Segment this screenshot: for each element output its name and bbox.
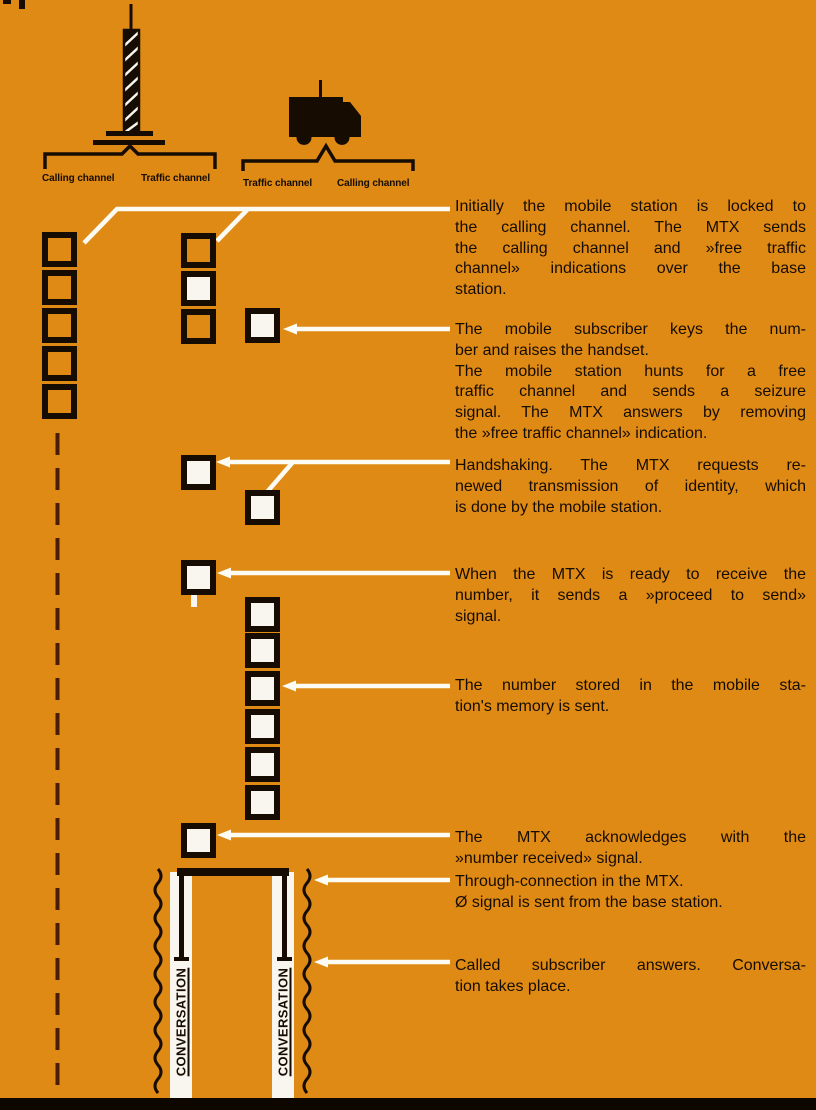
through-connection-frame-right-leg — [282, 876, 287, 959]
step-line: Through-connection in the MTX. — [455, 873, 684, 890]
step-6-text — [455, 828, 806, 870]
signal-square — [42, 270, 77, 305]
step-line: The MTX acknowledges with the — [455, 829, 806, 846]
base-station-bracket — [45, 146, 215, 169]
step-line: number, it sends a »proceed to send» — [455, 586, 806, 604]
scan-artifact — [19, 0, 25, 9]
leg-end-tick — [174, 957, 189, 961]
step-line: the »free traffic channel» indication. — [455, 424, 708, 442]
step-line: When the MTX is ready to receive the — [455, 566, 806, 583]
step-line: tion takes place. — [455, 977, 571, 995]
arrowhead-icon — [283, 324, 297, 335]
step-line: Handshaking. The MTX requests re- — [455, 457, 806, 474]
step-line: Initially the mobile station is locked to — [455, 198, 806, 215]
signal-square — [245, 490, 280, 525]
signal-square — [245, 308, 280, 343]
signal-square — [181, 455, 216, 490]
step-line: The number stored in the mobile sta- — [455, 677, 806, 694]
wavy-line — [304, 869, 310, 1093]
step-1-text — [455, 197, 806, 301]
bottom-edge — [0, 1098, 816, 1110]
arrowhead-icon — [314, 875, 328, 886]
signal-square — [42, 308, 77, 343]
signal-square — [181, 271, 216, 306]
signal-tick — [191, 595, 197, 607]
step-line: channel» indications over the base — [455, 260, 806, 278]
arrowhead-icon — [217, 568, 231, 579]
signal-square — [42, 384, 77, 419]
step-line: »number received» signal. — [455, 849, 643, 867]
step-3-text — [455, 456, 806, 518]
conversation-label-left — [170, 962, 192, 1082]
step-line: tion's memory is sent. — [455, 697, 610, 715]
signal-square — [181, 233, 216, 268]
signal-square — [245, 709, 280, 744]
signal-square — [245, 785, 280, 820]
step-8-text — [455, 956, 806, 998]
arrowhead-icon — [217, 830, 231, 841]
signal-square — [245, 633, 280, 668]
radio-tower-icon — [93, 4, 165, 145]
through-connection-frame-top — [177, 868, 289, 876]
step-line: Called subscriber answers. Conversa- — [455, 957, 806, 974]
conversation-label-right — [272, 962, 294, 1082]
step-5-text — [455, 676, 806, 718]
signal-square — [181, 823, 216, 858]
signal-square — [42, 232, 77, 267]
arrowhead-icon — [216, 457, 230, 468]
step-4-text — [455, 565, 806, 627]
step-line: ber and raises the handset. — [455, 341, 649, 359]
base-calling-channel-label: Calling channel — [42, 173, 115, 184]
mobile-calling-channel-label: Calling channel — [337, 178, 410, 189]
step-line: signal. — [455, 607, 502, 625]
arrowhead-icon — [314, 957, 328, 968]
signal-square — [181, 560, 216, 595]
conversation-text: CONVERSATION — [275, 967, 291, 1077]
conversation-text: CONVERSATION — [173, 967, 189, 1077]
scan-artifact — [3, 0, 11, 4]
step-line: Ø signal is sent from the base station. — [455, 893, 723, 911]
signal-square — [245, 597, 280, 632]
step-line: station. — [455, 281, 507, 299]
through-connection-frame-left-leg — [179, 876, 184, 959]
arrowhead-icon — [282, 681, 296, 692]
leg-end-tick — [277, 957, 292, 961]
step-line: traffic channel and sends a seizure — [455, 383, 806, 401]
connector-line — [217, 209, 248, 241]
wavy-line — [155, 869, 161, 1093]
step-line: the calling channel. The MTX sends — [455, 218, 806, 236]
mobile-station-bracket — [243, 146, 413, 171]
step-line: is done by the mobile station. — [455, 498, 663, 516]
base-traffic-channel-label: Traffic channel — [141, 173, 211, 184]
step-7-text — [455, 872, 806, 914]
step-line: newed transmission of identity, which — [455, 477, 806, 495]
step-line: the calling channel and »free traffic — [455, 239, 806, 257]
truck-icon — [289, 80, 361, 145]
step-2-text — [455, 320, 806, 445]
signal-square — [245, 671, 280, 706]
signal-square — [42, 346, 77, 381]
signal-square — [245, 747, 280, 782]
step-line: The mobile station hunts for a free — [455, 362, 806, 380]
connector-line — [84, 209, 450, 243]
mobile-traffic-channel-label: Traffic channel — [243, 178, 313, 189]
step-line: signal. The MTX answers by removing — [455, 404, 806, 422]
signal-square — [181, 309, 216, 344]
step-line: The mobile subscriber keys the num- — [455, 321, 806, 338]
